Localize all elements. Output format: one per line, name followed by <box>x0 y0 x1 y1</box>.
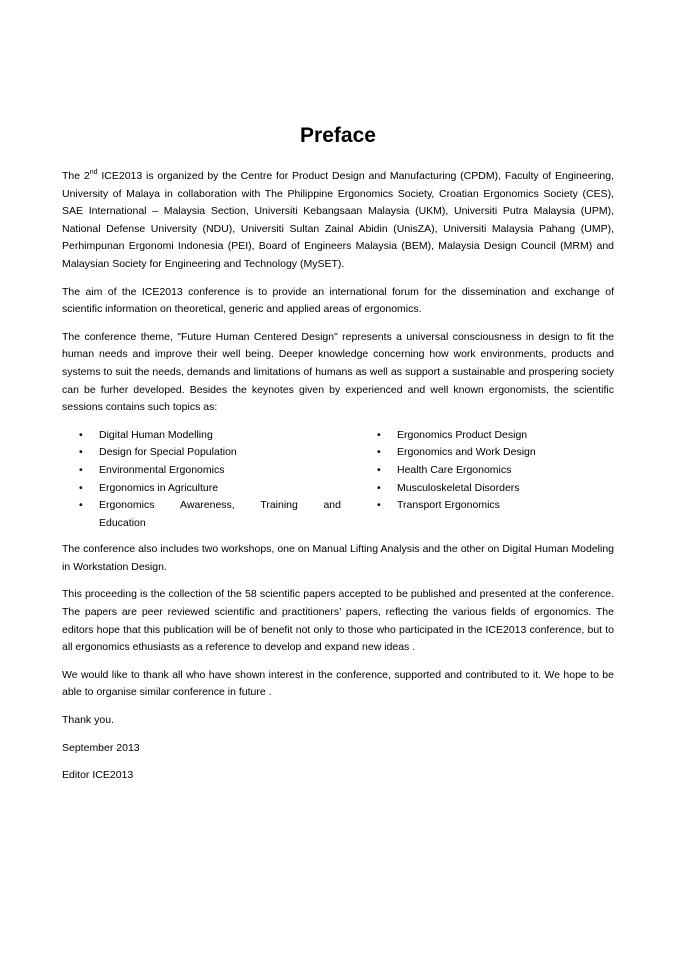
proceedings-paragraph: This proceeding is the collection of the 58 scientific papers accepted to be published and presented at the conference. The papers are peer reviewed scientific and practitioners’ papers, reflecting the various fields of ergonomics. The editors hope that this publication will be of benefit not only to those who participated in the ICE2013 conference, but to all ergonomics ethusiasts as a reference to develop and expand new ideas . <box>62 588 614 654</box>
thanks-paragraph: We would like to thank all who have shown interest in the conference, supported and contributed to it. We hope to be able to organise similar conference in future . <box>62 668 614 699</box>
list-item <box>377 462 613 480</box>
bullet-icon: • <box>79 481 83 494</box>
list-item <box>377 444 613 462</box>
list-item <box>79 427 341 445</box>
list-item-label: Ergonomics in Agriculture <box>99 481 219 494</box>
list-item-label: Ergonomics and Work Design <box>397 446 536 459</box>
aim-paragraph: The aim of the ICE2013 conference is to provide an international forum for the dissemination and exchange of scientific information on theoretical, generic and applied areas of ergonomics. <box>62 285 614 316</box>
bullet-icon: • <box>377 446 381 459</box>
intro-paragraph-start: The 2 <box>62 170 90 182</box>
workshops-paragraph: The conference also includes two workshops, one on Manual Lifting Analysis and the other on Digital Human Modeling in Workstation Design. <box>62 543 614 573</box>
list-item-word: Ergonomics <box>99 499 155 512</box>
list-item-word: and <box>323 499 341 512</box>
list-item-label: Environmental Ergonomics <box>99 463 225 476</box>
document-body <box>62 168 614 795</box>
list-item-label: Ergonomics Product Design <box>397 428 528 441</box>
topics-column-left <box>79 427 341 533</box>
list-item <box>377 480 613 498</box>
signature-line: Editor ICE2013 <box>62 769 134 782</box>
intro-paragraph-rest: ICE2013 is organized by the Centre for Product Design and Manufacturing (CPDM), Faculty of Engineering, University of Malaya in collaboration with The Philippine Ergonomics Society, Croatian Ergonomics Society (CES), SAE International – Malaysia Section, Universiti Kebangsaan Malaysia (UKM), Universiti Putra Malaysia (UPM), National Defense University (NDU), Universiti Sultan Zainal Abidin (UnisZA), Universiti Malaysia Pahang (UMP), Perhimpunan Ergonomi Indonesia (PEI), Board of Engineers Malaysia (BEM), Malaysia Design Council (MRM) and Malaysian Society for Engineering and Technology (MySET). <box>62 170 614 270</box>
theme-paragraph: The conference theme, "Future Human Centered Design" represents a universal consciousness in design to fit the human needs and improve their well being. Deeper knowledge concerning how work environments, products and systems to suit the needs, demands and limitations of humans as well as support a sustainable and prospering society can be furher developed. Besides the keynotes given by experienced and well known ergonomists, the scientific sessions contains such topics as: <box>62 330 614 414</box>
bullet-icon: • <box>377 481 381 494</box>
list-item-word: Awareness, <box>180 499 235 512</box>
list-item-label: Transport Ergonomics <box>397 499 500 512</box>
bullet-icon: • <box>377 428 381 441</box>
bullet-icon: • <box>377 463 381 476</box>
topics-list <box>62 427 614 533</box>
closing-line: Thank you. <box>62 714 114 727</box>
list-item-word: Training <box>260 499 298 512</box>
list-item <box>377 497 613 515</box>
bullet-icon: • <box>377 499 381 512</box>
page-title: Preface <box>300 124 376 147</box>
list-item-label: Design for Special Population <box>99 446 237 459</box>
bullet-icon: • <box>79 428 83 441</box>
list-item-label-line2: Education <box>99 516 146 529</box>
bullet-icon: • <box>79 446 83 459</box>
topics-column-right <box>377 427 613 533</box>
list-item <box>79 462 341 480</box>
list-item-label: Musculoskeletal Disorders <box>397 481 520 494</box>
list-item <box>79 444 341 462</box>
bullet-icon: • <box>79 499 83 512</box>
list-item-label: Digital Human Modelling <box>99 428 213 441</box>
ordinal-superscript: nd <box>89 169 98 176</box>
list-item <box>79 497 341 532</box>
list-item <box>377 427 613 445</box>
list-item-label: Health Care Ergonomics <box>397 463 512 476</box>
list-item-label-line1 <box>99 497 341 515</box>
date-line: September 2013 <box>62 741 140 754</box>
bullet-icon: • <box>79 463 83 476</box>
intro-paragraph <box>62 168 614 274</box>
list-item <box>79 480 341 498</box>
